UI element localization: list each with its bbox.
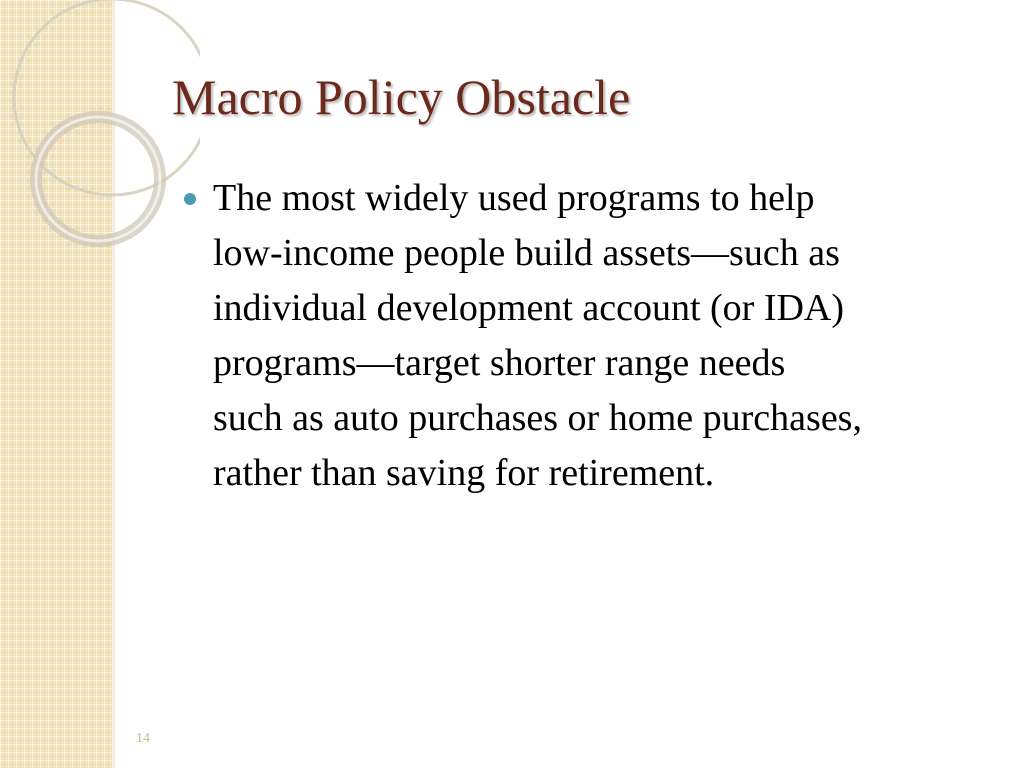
bullet-item: [183, 171, 983, 501]
decorative-ring-small-inner: [36, 117, 160, 241]
bullet-line: individual development account (or IDA): [213, 287, 845, 329]
bullet-line: rather than saving for retirement.: [213, 452, 715, 494]
bullet-line: programs—target shorter range needs: [213, 342, 786, 384]
page-number: 14: [136, 731, 150, 746]
bullet-dot-icon: [184, 193, 196, 205]
bullet-line: such as auto purchases or home purchases,: [213, 397, 862, 439]
bullet-line: low-income people build assets—such as: [213, 232, 840, 274]
slide-title: Macro Policy Obstacle: [172, 69, 631, 125]
slide-body: [183, 171, 983, 501]
bullet-line: The most widely used programs to help: [213, 177, 815, 219]
decorative-rings: [0, 0, 200, 260]
bullet-text: [213, 171, 983, 501]
